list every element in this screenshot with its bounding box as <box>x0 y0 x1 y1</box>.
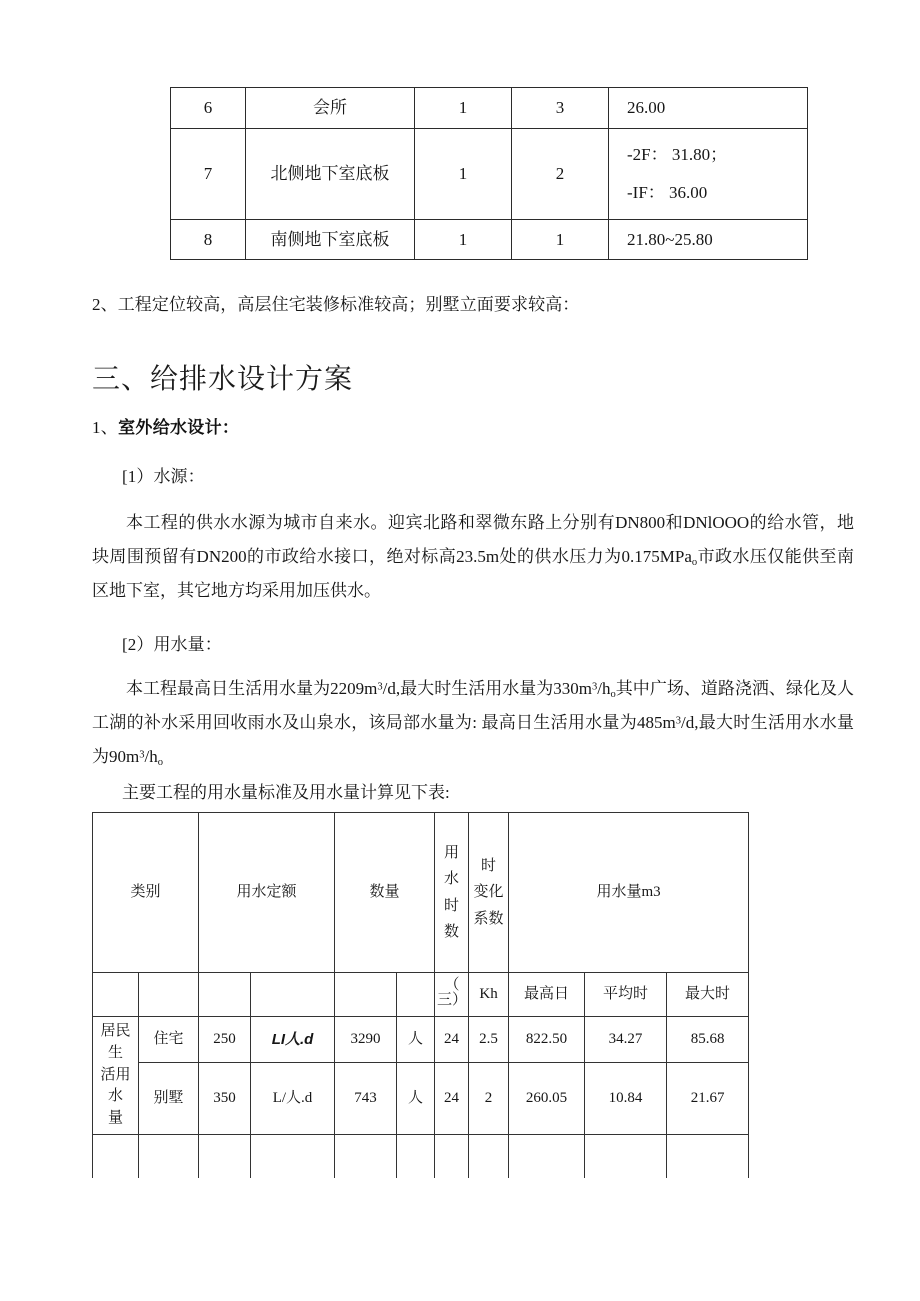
cell-kh: 2.5 <box>469 1017 509 1063</box>
demand-sub-7: o <box>157 756 163 768</box>
water-source-suffix: 市政水压仅能供至南区地下室，其它地方均采用加压供水。 <box>92 547 854 600</box>
cell-peak-hour: 85.68 <box>667 1017 749 1063</box>
cell-avg-hour: 34.27 <box>585 1017 667 1063</box>
vertical-char: 系数 <box>473 910 504 927</box>
row-count: 1 <box>415 219 512 260</box>
subheader-kh: Kh <box>469 973 509 1017</box>
vertical-char: （ <box>444 976 460 993</box>
table-caption: 主要工程的用水量标准及用水量计算见下表: <box>122 783 450 802</box>
page-bottom-clip <box>0 1178 920 1301</box>
demand-seg-3: /h <box>597 679 611 698</box>
vertical-char: 时 <box>444 897 460 914</box>
cell-quantity: 3290 <box>335 1017 397 1063</box>
building-elevation-table <box>170 87 808 260</box>
subheader-peak-hour: 最大时 <box>667 973 749 1017</box>
subheader-spacer <box>93 973 139 1017</box>
paragraph-project-positioning: 2、工程定位较高，高层住宅装修标准较高；别墅立面要求较高： <box>92 295 580 314</box>
cell-category-group <box>93 1017 139 1135</box>
row-number: 8 <box>171 219 246 260</box>
table-row <box>171 128 808 219</box>
row-elevation <box>609 88 808 129</box>
demand-seg-1: 本工程最高日生活用水量为2209m <box>126 679 378 698</box>
subheader-spacer <box>335 973 397 1017</box>
header-hours <box>435 813 469 973</box>
cell-subcategory: 住宅 <box>139 1017 199 1063</box>
subsection-label: 室外给水设计： <box>118 418 240 437</box>
demand-sup-1: 3 <box>377 681 383 693</box>
cell-quota-unit: L/人.d <box>251 1063 335 1135</box>
subheader-avg-hour: 平均时 <box>585 973 667 1017</box>
header-quota: 用水定额 <box>199 813 335 973</box>
water-source-prefix: 本工程的供水水源为城市自来水。迎宾北路和翠微东路上分别有DN800和DNlOOO的给水管，地块周围预留有DN200的市政给水接口，绝对标高23.5m处的供水压力为0.175MPa <box>92 513 854 566</box>
demand-sub-3: o <box>610 688 616 700</box>
row-floors: 1 <box>512 219 609 260</box>
paragraph-text <box>92 672 854 774</box>
demand-seg-6: 水量为90m <box>92 713 855 766</box>
category-line: 居民生 <box>100 1023 131 1061</box>
vertical-char: 水 <box>444 871 460 888</box>
demand-seg-5: /d,最大时生活用水 <box>680 713 820 732</box>
vertical-text <box>474 853 504 932</box>
cell-peak-hour: 21.67 <box>667 1063 749 1135</box>
demand-sup-6: 3 <box>139 749 145 761</box>
row-floors: 3 <box>512 88 609 129</box>
table-row <box>171 219 808 260</box>
row-floors: 2 <box>512 128 609 219</box>
vertical-char: 数 <box>444 923 460 940</box>
row-count: 1 <box>415 128 512 219</box>
demand-sup-2: 3 <box>592 681 598 693</box>
cell-quantity: 743 <box>335 1063 397 1135</box>
table-row <box>93 1063 749 1135</box>
table-header-row <box>93 813 749 973</box>
vertical-text <box>437 978 467 1008</box>
item-label-water-source: [1）水源： <box>122 467 205 486</box>
subsection-number: 1、 <box>92 418 119 437</box>
page-title: 三、给排水设计方案 <box>92 364 354 395</box>
subheader-spacer <box>251 973 335 1017</box>
cell-avg-hour: 10.84 <box>585 1063 667 1135</box>
elevation-line: -2F： 31.80； <box>627 145 728 164</box>
water-consumption-table <box>92 812 749 1207</box>
row-number: 6 <box>171 88 246 129</box>
cell-quantity-unit: 人 <box>397 1063 435 1135</box>
cell-kh: 2 <box>469 1063 509 1135</box>
subsection-heading <box>92 413 239 438</box>
header-coefficient <box>469 813 509 973</box>
elevation-line: -IF： 36.00 <box>627 182 708 202</box>
category-line: 活用水 <box>100 1066 131 1105</box>
demand-sup-4: 3 <box>675 715 681 727</box>
cell-hours: 24 <box>435 1063 469 1135</box>
water-source-sub: o <box>691 556 698 568</box>
cell-quota: 250 <box>199 1017 251 1063</box>
cell-subcategory: 别墅 <box>139 1063 199 1135</box>
paragraph-water-demand <box>92 672 854 774</box>
demand-seg-2: /d,最大时生活用水量为330m <box>382 679 593 698</box>
paragraph-water-source <box>92 506 854 608</box>
header-category: 类别 <box>93 813 199 973</box>
cell-max-day: 822.50 <box>509 1017 585 1063</box>
category-line: 量 <box>107 1110 123 1127</box>
row-elevation <box>609 219 808 260</box>
elevation-line: 21.80~25.80 <box>627 229 713 249</box>
cell-quantity-unit: 人 <box>397 1017 435 1063</box>
row-number: 7 <box>171 128 246 219</box>
demand-seg-4: 其中广场、道路浇洒、绿化及人工湖的补水采用回收雨水及山泉水，该局部水量为: 最高日生活用水量为485m <box>92 679 854 732</box>
table-row <box>93 1017 749 1063</box>
subheader-spacer <box>139 973 199 1017</box>
table-row <box>171 88 808 129</box>
elevation-line: 26.00 <box>627 98 666 117</box>
subheader-spacer <box>397 973 435 1017</box>
vertical-text <box>444 840 459 945</box>
vertical-char: 三） <box>437 991 468 1008</box>
cell-quota: 350 <box>199 1063 251 1135</box>
item-label-water-demand: [2）用水量： <box>122 635 222 654</box>
subheader-spacer <box>199 973 251 1017</box>
vertical-char: 用 <box>444 845 460 861</box>
demand-seg-7: /h <box>144 747 158 766</box>
paragraph-text <box>92 506 854 608</box>
subheader-max-day: 最高日 <box>509 973 585 1017</box>
vertical-char: 时 <box>481 858 497 875</box>
cell-max-day: 260.05 <box>509 1063 585 1135</box>
row-elevation <box>609 128 808 219</box>
row-name: 南侧地下室底板 <box>246 219 415 260</box>
row-name: 北侧地下室底板 <box>246 128 415 219</box>
row-count: 1 <box>415 88 512 129</box>
cell-quota-unit: LI人.d <box>251 1017 335 1063</box>
header-quantity: 数量 <box>335 813 435 973</box>
vertical-char: 变化 <box>473 884 504 901</box>
row-name: 会所 <box>246 88 415 129</box>
subheader-hours-unit <box>435 973 469 1017</box>
table-subheader-row <box>93 973 749 1017</box>
header-consumption: 用水量m3 <box>509 813 749 973</box>
cell-hours: 24 <box>435 1017 469 1063</box>
